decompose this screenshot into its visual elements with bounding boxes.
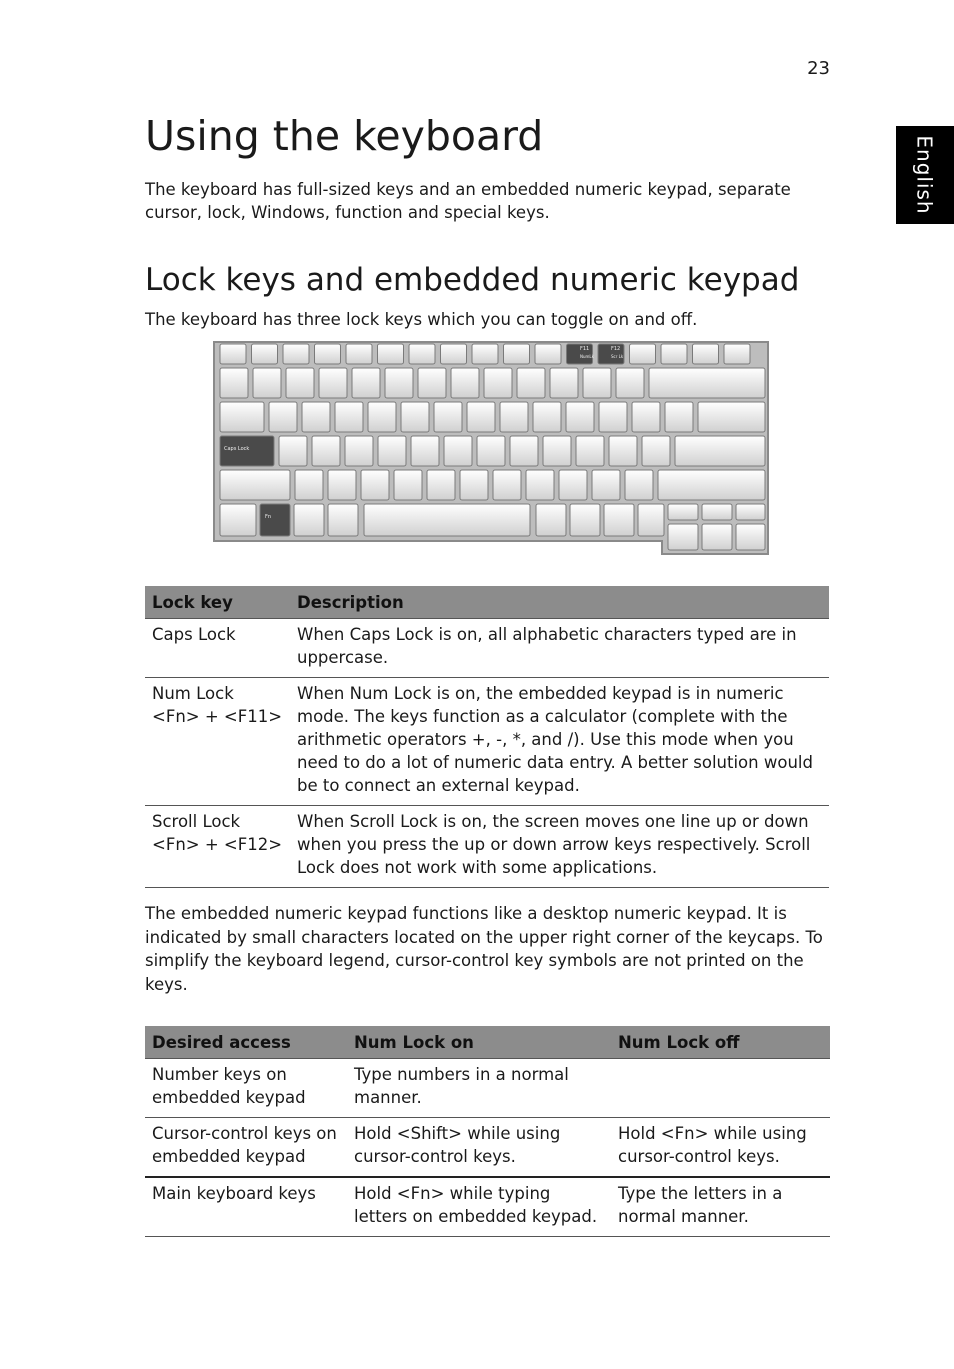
key xyxy=(368,402,396,432)
key xyxy=(649,368,765,398)
access-cell: Number keys on embedded keypad xyxy=(145,1059,347,1118)
key xyxy=(583,368,611,398)
key xyxy=(220,402,264,432)
num-lock-on-cell: Type numbers in a normal manner. xyxy=(347,1059,611,1118)
key xyxy=(302,402,330,432)
lock-description-cell: When Num Lock is on, the embedded keypad is in numeric mode. The keys function as a calculator (complete with the arithmetic operators +, -, *, and /). Use this mode when you need to do a lot of numeric data entry. A better solution would be to connect an external keypad. xyxy=(290,678,829,806)
header-lock-key: Lock key xyxy=(145,586,290,619)
key xyxy=(253,368,281,398)
key xyxy=(434,402,462,432)
lock-key-cell xyxy=(145,806,290,888)
access-table xyxy=(145,1026,830,1237)
num-lock-on-cell: Hold <Fn> while typing letters on embedded keypad. xyxy=(347,1177,611,1237)
key xyxy=(364,504,530,536)
key xyxy=(451,368,479,398)
lock-key-name: Caps Lock xyxy=(152,625,236,644)
f11-key-sublabel: NumLk xyxy=(580,354,594,359)
lock-key-name: Num Lock xyxy=(152,684,234,703)
key xyxy=(550,368,578,398)
lock-key-cell xyxy=(145,619,290,678)
key xyxy=(279,436,307,466)
key xyxy=(394,470,422,500)
lock-intro-paragraph: The keyboard has three lock keys which you can toggle on and off. xyxy=(145,310,698,329)
lock-description-cell: When Scroll Lock is on, the screen moves one line up or down when you press the up or down arrow keys respectively. Scroll Lock does not work with some applications. xyxy=(290,806,829,888)
key xyxy=(625,470,653,500)
key xyxy=(559,470,587,500)
key xyxy=(312,436,340,466)
key xyxy=(533,402,561,432)
key xyxy=(444,436,472,466)
key xyxy=(736,524,765,550)
lock-key-name: Scroll Lock xyxy=(152,812,241,831)
f12-key-label: F12 xyxy=(611,346,621,352)
key xyxy=(220,344,246,364)
key xyxy=(401,402,429,432)
num-lock-off-cell: Type the letters in a normal manner. xyxy=(611,1177,830,1237)
header-num-lock-on: Num Lock on xyxy=(347,1026,611,1059)
header-desired-access: Desired access xyxy=(145,1026,347,1059)
key xyxy=(352,368,380,398)
lock-keys-table xyxy=(145,586,829,888)
num-lock-off-cell: Hold <Fn> while using cursor-control keys. xyxy=(611,1118,830,1178)
key xyxy=(328,470,356,500)
table-row xyxy=(145,1177,830,1237)
key xyxy=(345,436,373,466)
key xyxy=(484,368,512,398)
key xyxy=(724,344,750,364)
key xyxy=(693,344,719,364)
key xyxy=(427,470,455,500)
key xyxy=(315,344,341,364)
key xyxy=(283,344,309,364)
f11-key-label: F11 xyxy=(580,346,590,352)
key xyxy=(335,402,363,432)
page-title: Using the keyboard xyxy=(145,112,544,160)
key xyxy=(543,436,571,466)
key xyxy=(702,504,732,520)
key xyxy=(269,402,297,432)
key xyxy=(661,344,687,364)
key xyxy=(477,436,505,466)
key xyxy=(599,402,627,432)
key xyxy=(418,368,446,398)
key xyxy=(467,402,495,432)
key xyxy=(504,344,530,364)
key xyxy=(409,344,435,364)
key xyxy=(566,402,594,432)
key xyxy=(642,436,670,466)
language-tab-label: English xyxy=(913,135,937,215)
key xyxy=(411,436,439,466)
keypad-paragraph: The embedded numeric keypad functions like a desktop numeric keypad. It is indicated by small characters located on the upper right corner of the keycaps. To simplify the keyboard legend, cursor-control key symbols are not printed on the keys. xyxy=(145,904,823,994)
key xyxy=(220,470,290,500)
access-cell: Main keyboard keys xyxy=(145,1177,347,1237)
table-row xyxy=(145,619,829,678)
key xyxy=(668,524,698,550)
key xyxy=(500,402,528,432)
key xyxy=(220,504,256,536)
key xyxy=(295,470,323,500)
key xyxy=(294,504,324,536)
dark-key xyxy=(260,504,290,536)
access-table-header xyxy=(145,1026,830,1059)
table-row xyxy=(145,678,829,806)
key xyxy=(638,504,664,536)
num-lock-on-cell: Hold <Shift> while using cursor-control keys. xyxy=(347,1118,611,1178)
key xyxy=(460,470,488,500)
key xyxy=(736,504,765,520)
key xyxy=(517,368,545,398)
lock-description-cell: When Caps Lock is on, all alphabetic characters typed are in uppercase. xyxy=(290,619,829,678)
language-tab xyxy=(896,126,954,224)
key xyxy=(510,436,538,466)
header-num-lock-off: Num Lock off xyxy=(611,1026,830,1059)
key xyxy=(576,436,604,466)
key xyxy=(675,436,765,466)
key xyxy=(536,504,566,536)
lock-key-cell xyxy=(145,678,290,806)
table-row xyxy=(145,1059,830,1118)
lock-table-header xyxy=(145,586,829,619)
header-description: Description xyxy=(290,586,829,619)
key xyxy=(592,470,620,500)
intro-paragraph: The keyboard has full-sized keys and an embedded numeric keypad, separate cursor, lock, Windows, function and special keys. xyxy=(145,180,791,222)
key xyxy=(658,470,765,500)
key xyxy=(570,504,600,536)
fn-key-label: Fn xyxy=(265,514,272,520)
key xyxy=(632,402,660,432)
keyboard-keys xyxy=(220,344,765,550)
key xyxy=(319,368,347,398)
key xyxy=(493,470,521,500)
table-row xyxy=(145,1118,830,1178)
key xyxy=(472,344,498,364)
num-lock-off-cell xyxy=(611,1059,830,1118)
caps-lock-key-label: Caps Lock xyxy=(224,446,250,452)
key xyxy=(535,344,561,364)
key xyxy=(378,436,406,466)
key xyxy=(286,368,314,398)
page-number: 23 xyxy=(807,58,830,79)
key xyxy=(441,344,467,364)
key xyxy=(616,368,644,398)
key xyxy=(665,402,693,432)
key xyxy=(220,368,248,398)
access-cell: Cursor-control keys on embedded keypad xyxy=(145,1118,347,1178)
lock-key-combo: <Fn> + <F11> xyxy=(152,707,283,726)
keyboard-illustration xyxy=(212,338,770,558)
key xyxy=(526,470,554,500)
key xyxy=(252,344,278,364)
key xyxy=(378,344,404,364)
key xyxy=(630,344,656,364)
key xyxy=(361,470,389,500)
key xyxy=(702,524,732,550)
key xyxy=(604,504,634,536)
lock-key-combo: <Fn> + <F12> xyxy=(152,835,283,854)
key xyxy=(385,368,413,398)
section-title: Lock keys and embedded numeric keypad xyxy=(145,262,800,298)
key xyxy=(328,504,358,536)
table-row xyxy=(145,806,829,888)
f12-key-sublabel: Scr Lk xyxy=(611,354,624,359)
key xyxy=(698,402,765,432)
key xyxy=(346,344,372,364)
key xyxy=(668,504,698,520)
key xyxy=(609,436,637,466)
